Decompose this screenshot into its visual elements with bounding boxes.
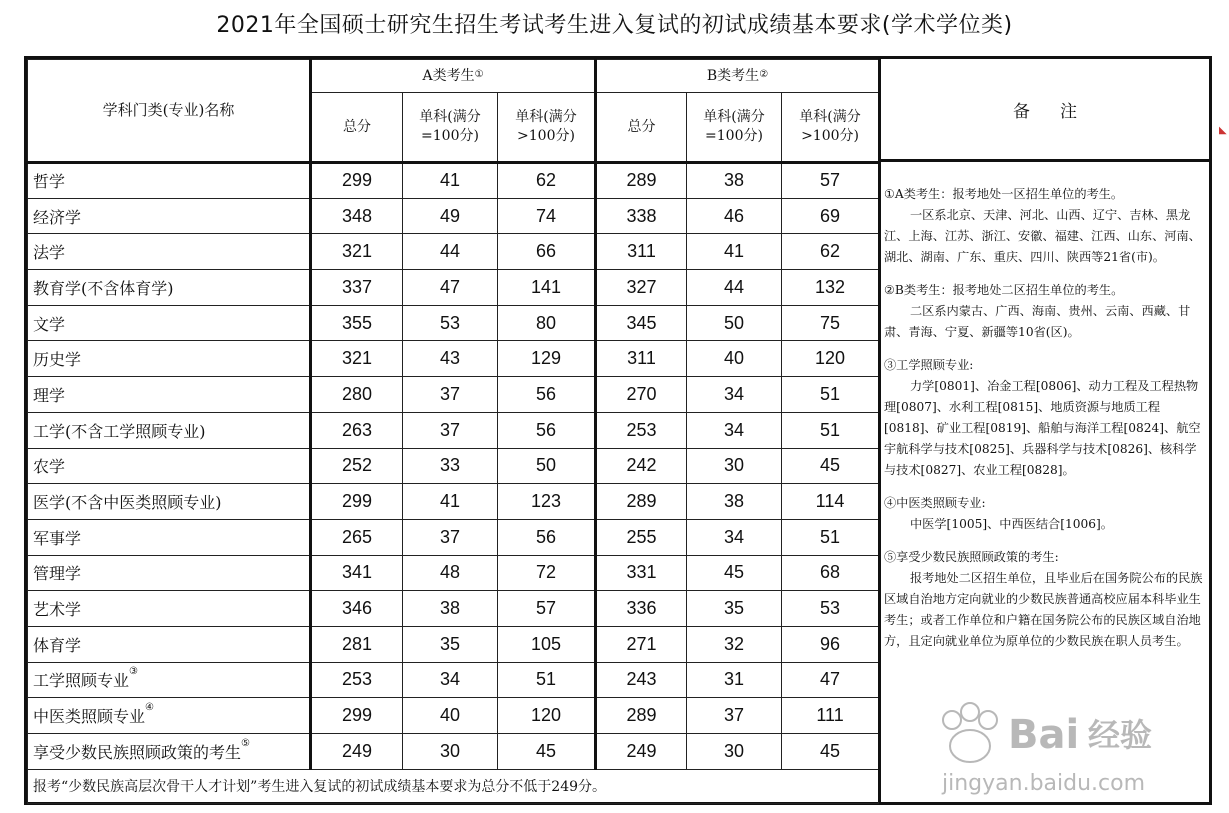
table-row [28,377,879,413]
score-cell-b-over: 62 [782,234,879,270]
score-cell-a-100: 38 [403,591,498,627]
score-cell-b-total: 253 [596,412,687,448]
subject-name: 管理学 [33,564,82,584]
score-cell-a-100: 41 [403,484,498,520]
score-cell-b-total: 345 [596,305,687,341]
subject-name: 军事学 [33,528,82,548]
score-cell-a-total: 263 [311,412,403,448]
note-title: ⑤享受少数民族照顾政策的考生: [884,550,1059,564]
score-cell-a-over: 56 [498,519,596,555]
score-cell-b-100: 46 [687,198,782,234]
score-cell-b-100: 34 [687,412,782,448]
note-block [884,184,1203,268]
table-row [28,163,879,199]
score-cell-b-total: 311 [596,341,687,377]
table-row [28,234,879,270]
table-row [28,698,879,734]
score-cell-a-total: 355 [311,305,403,341]
score-cell-a-over: 57 [498,591,596,627]
score-cell-b-total: 331 [596,555,687,591]
note-text: 中医学[1005]、中西医结合[1006]。 [910,517,1113,531]
score-cell-a-over: 56 [498,412,596,448]
note-text: 二区系内蒙古、广西、海南、贵州、云南、西藏、甘肃、青海、宁夏、新疆等10省(区)。 [884,304,1191,339]
score-cell-b-100: 30 [687,734,782,770]
score-cell-b-total: 327 [596,270,687,306]
table-row [28,519,879,555]
score-cell-a-over: 62 [498,163,596,199]
score-cell-a-over: 105 [498,626,596,662]
score-cell-a-100: 34 [403,662,498,698]
score-cell-a-100: 48 [403,555,498,591]
score-cell-b-total: 255 [596,519,687,555]
score-cell-a-total: 253 [311,662,403,698]
score-cell-a-over: 80 [498,305,596,341]
score-cell-a-100: 49 [403,198,498,234]
subject-name: 艺术学 [33,600,82,620]
subject-cell [28,163,311,199]
score-cell-b-total: 338 [596,198,687,234]
subject-name: 工学照顾专业 [33,671,130,691]
subject-name: 教育学(不含体育学) [33,278,174,298]
score-cell-a-over: 141 [498,270,596,306]
score-cell-b-over: 96 [782,626,879,662]
subject-name: 文学 [33,314,66,334]
score-cell-b-total: 270 [596,377,687,413]
score-cell-b-total: 289 [596,698,687,734]
note-block [884,355,1203,481]
subject-cell [28,484,311,520]
score-cell-b-over: 69 [782,198,879,234]
subject-cell [28,519,311,555]
note-title: ④中医类照顾专业: [884,496,986,510]
subject-cell [28,626,311,662]
subject-name: 体育学 [33,635,82,655]
subject-name: 享受少数民族照顾政策的考生 [33,742,242,762]
group-b-header [596,60,879,93]
subject-name: 农学 [33,457,66,477]
score-cell-a-total: 346 [311,591,403,627]
watermark-brand: Bai [1008,712,1080,758]
subject-name: 中医类照顾专业 [33,707,146,727]
score-cell-b-100: 38 [687,484,782,520]
group-a-mark: ① [474,68,484,80]
note-block [884,493,1203,535]
score-cell-b-over: 132 [782,270,879,306]
score-cell-b-over: 45 [782,448,879,484]
subject-cell [28,555,311,591]
score-cell-b-over: 75 [782,305,879,341]
score-cell-b-100: 45 [687,555,782,591]
score-cell-b-100: 35 [687,591,782,627]
score-cell-b-over: 51 [782,412,879,448]
edge-mark-icon: ◣ [1219,125,1227,136]
table-row [28,484,879,520]
score-cell-b-100: 40 [687,341,782,377]
group-b-mark: ② [759,68,769,80]
score-cell-b-100: 34 [687,519,782,555]
table-row [28,734,879,770]
a-single100-header: 单科(满分=100分) [403,93,498,163]
score-cell-a-total: 321 [311,341,403,377]
score-cell-b-total: 242 [596,448,687,484]
score-cell-b-over: 68 [782,555,879,591]
score-cell-b-over: 51 [782,377,879,413]
score-cell-a-100: 30 [403,734,498,770]
score-cell-a-100: 40 [403,698,498,734]
score-cell-a-100: 33 [403,448,498,484]
notes-header: 备注 [881,59,1209,162]
subject-cell [28,734,311,770]
score-cell-a-over: 129 [498,341,596,377]
subject-name: 历史学 [33,350,82,370]
note-title: ③工学照顾专业: [884,358,974,372]
table-row [28,448,879,484]
score-cell-b-total: 289 [596,163,687,199]
table-row [28,305,879,341]
group-b-label: B类考生 [706,67,760,84]
score-cell-a-over: 66 [498,234,596,270]
table-row [28,591,879,627]
score-cell-a-total: 299 [311,698,403,734]
score-cell-a-total: 348 [311,198,403,234]
score-cell-a-100: 43 [403,341,498,377]
score-cell-b-100: 37 [687,698,782,734]
subject-cell [28,662,311,698]
score-cell-a-total: 299 [311,163,403,199]
note-mark: ③ [129,666,138,678]
table-row [28,555,879,591]
subject-name: 医学(不含中医类照顾专业) [33,493,222,513]
score-cell-a-100: 41 [403,163,498,199]
subject-name: 理学 [33,385,66,405]
subject-name: 经济学 [33,207,82,227]
score-cell-a-100: 35 [403,626,498,662]
score-cell-b-over: 120 [782,341,879,377]
score-cell-b-over: 51 [782,519,879,555]
score-cell-b-over: 111 [782,698,879,734]
group-a-header [311,60,596,93]
notes-body [881,162,1209,652]
score-cell-b-over: 53 [782,591,879,627]
score-cell-a-100: 53 [403,305,498,341]
table-row [28,341,879,377]
score-cell-b-total: 271 [596,626,687,662]
score-cell-a-total: 281 [311,626,403,662]
table-row [28,626,879,662]
subject-cell [28,305,311,341]
subject-cell [28,198,311,234]
subject-header: 学科门类(专业)名称 [28,60,311,163]
score-cell-a-total: 341 [311,555,403,591]
b-total-header: 总分 [596,93,687,163]
score-cell-b-over: 114 [782,484,879,520]
table-row [28,198,879,234]
score-cell-b-total: 336 [596,591,687,627]
score-cell-a-total: 252 [311,448,403,484]
page-title: 2021年全国硕士研究生招生考试考生进入复试的初试成绩基本要求(学术学位类) [216,13,1013,38]
score-cell-a-over: 72 [498,555,596,591]
note-text: 力学[0801]、冶金工程[0806]、动力工程及工程热物理[0807]、水利工程[0815]、地质资源与地质工程[0818]、矿业工程[0819]、船舶与海洋工程[0824]、航空宇航科学与技术[0825]、兵器科学与技术[0826]、核科学与技术[0827]、农业工程[0828]。 [884,379,1201,477]
b-single-over100-header: 单科(满分>100分) [782,93,879,163]
a-single-over100-header: 单科(满分>100分) [498,93,596,163]
subject-cell [28,591,311,627]
note-text: 报考地处二区招生单位，且毕业后在国务院公布的民族区域自治地方定向就业的少数民族普通高校应届本科毕业生考生；或者工作单位和户籍在国务院公布的民族区域自治地方，且定向就业单位为原单位的少数民族在职人员考生。 [884,571,1203,648]
score-cell-b-over: 57 [782,163,879,199]
note-title: ②B类考生：报考地处二区招生单位的考生。 [884,283,1124,297]
subject-cell [28,341,311,377]
group-a-label: A类考生 [422,67,475,84]
score-cell-b-total: 249 [596,734,687,770]
note-mark: ⑤ [241,737,250,749]
score-cell-a-total: 337 [311,270,403,306]
subject-name: 法学 [33,243,66,263]
score-cell-b-total: 243 [596,662,687,698]
note-block [884,547,1203,652]
note-mark: ④ [145,702,154,714]
table-row [28,412,879,448]
score-cell-a-over: 56 [498,377,596,413]
score-cell-b-100: 34 [687,377,782,413]
score-cell-a-total: 249 [311,734,403,770]
subject-cell [28,377,311,413]
subject-cell [28,270,311,306]
note-title: ①A类考生：报考地处一区招生单位的考生。 [884,187,1124,201]
score-cell-b-over: 47 [782,662,879,698]
subject-cell [28,234,311,270]
score-cell-a-100: 37 [403,377,498,413]
score-cell-a-total: 265 [311,519,403,555]
score-cell-b-100: 44 [687,270,782,306]
score-cell-b-total: 311 [596,234,687,270]
score-cell-a-over: 51 [498,662,596,698]
score-cell-a-over: 120 [498,698,596,734]
score-cell-a-over: 45 [498,734,596,770]
score-cell-b-100: 32 [687,626,782,662]
score-cell-a-100: 44 [403,234,498,270]
score-cell-a-100: 37 [403,412,498,448]
score-table [27,59,879,804]
score-cell-a-over: 74 [498,198,596,234]
score-cell-a-100: 47 [403,270,498,306]
score-cell-b-100: 41 [687,234,782,270]
note-block [884,280,1203,343]
score-cell-b-100: 38 [687,163,782,199]
watermark-brand-cn: 经验 [1088,716,1153,754]
subject-cell [28,412,311,448]
table-row [28,662,879,698]
a-total-header: 总分 [311,93,403,163]
b-single100-header: 单科(满分=100分) [687,93,782,163]
score-cell-b-100: 50 [687,305,782,341]
subject-name: 工学(不含工学照顾专业) [33,421,206,441]
score-cell-a-100: 37 [403,519,498,555]
score-cell-b-100: 31 [687,662,782,698]
table-row [28,270,879,306]
score-cell-a-over: 123 [498,484,596,520]
note-text: 一区系北京、天津、河北、山西、辽宁、吉林、黑龙江、上海、江苏、浙江、安徽、福建、江西、山东、河南、湖北、湖南、广东、重庆、四川、陕西等21省(市)。 [884,208,1201,264]
subject-name: 哲学 [33,172,66,192]
footer-note: 报考“少数民族高层次骨干人才计划”考生进入复试的初试成绩基本要求为总分不低于249分。 [28,769,879,803]
watermark-url: jingyan.baidu.com [942,771,1146,796]
subject-cell [28,448,311,484]
score-cell-a-total: 299 [311,484,403,520]
score-cell-a-total: 280 [311,377,403,413]
subject-cell [28,698,311,734]
score-cell-a-total: 321 [311,234,403,270]
score-cell-a-over: 50 [498,448,596,484]
score-cell-b-total: 289 [596,484,687,520]
score-cell-b-100: 30 [687,448,782,484]
score-cell-b-over: 45 [782,734,879,770]
notes-panel [878,59,1209,802]
